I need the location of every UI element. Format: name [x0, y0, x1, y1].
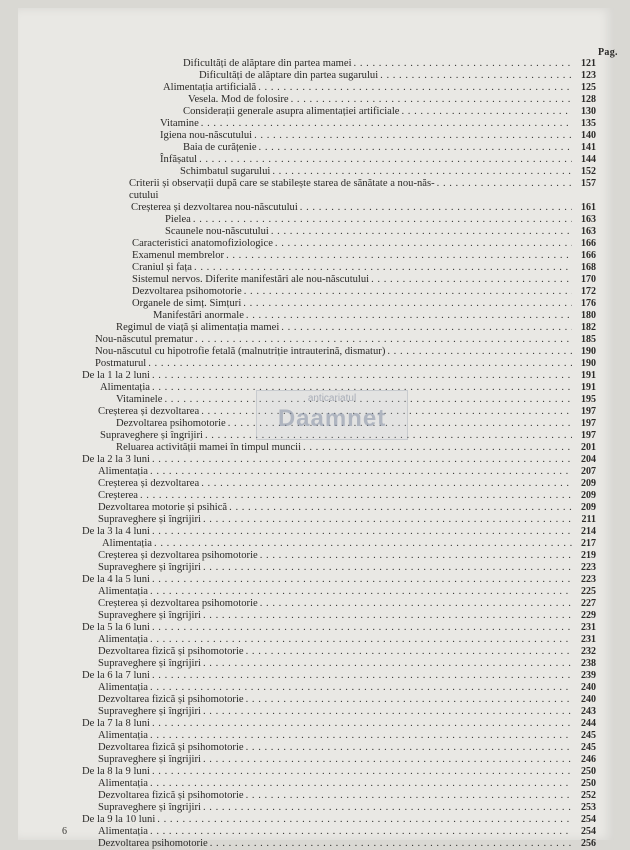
- toc-entry-title: De la 7 la 8 luni: [82, 718, 150, 729]
- toc-entry-title: Alimentația: [98, 466, 149, 477]
- toc-entry-title: Considerații generale asupra alimentației artificiale: [183, 106, 400, 117]
- toc-entry: [98, 730, 596, 742]
- toc-entry-title: cutului: [129, 190, 159, 201]
- toc-entry-title: Dificultăți de alăptare din partea mamei: [183, 58, 352, 69]
- page-column-header: Pag.: [598, 47, 618, 58]
- toc-entry-title: Supraveghere și îngrijiri: [98, 514, 201, 525]
- leader-dots: [203, 514, 572, 526]
- leader-dots: [150, 634, 572, 646]
- leader-dots: [148, 358, 572, 370]
- leader-dots: [152, 766, 572, 778]
- leader-dots: [229, 502, 572, 514]
- toc-entry-page: 229: [581, 610, 596, 621]
- toc-entry: [98, 562, 596, 574]
- toc-entry: [98, 802, 596, 814]
- leader-dots: [154, 538, 572, 550]
- leader-dots: [203, 802, 572, 814]
- toc-entry: [183, 106, 596, 118]
- toc-entry: [160, 154, 596, 166]
- leader-dots: [281, 322, 572, 334]
- toc-entry: [132, 298, 596, 310]
- toc-entry: [98, 490, 596, 502]
- leader-dots: [246, 646, 572, 658]
- leader-dots: [195, 334, 572, 346]
- toc-entry-title: De la 2 la 3 luni: [82, 454, 150, 465]
- toc-entry-title: Supraveghere și îngrijiri: [100, 430, 203, 441]
- toc-entry-title: Alimentația: [98, 586, 149, 597]
- leader-dots: [203, 658, 572, 670]
- toc-entry-title: De la 9 la 10 luni: [82, 814, 156, 825]
- toc-entry: [129, 190, 596, 202]
- toc-entry: [183, 142, 596, 154]
- toc-entry: [95, 334, 596, 346]
- toc-entry: [180, 166, 596, 178]
- leader-dots: [193, 214, 572, 226]
- toc-entry: [98, 682, 596, 694]
- leader-dots: [157, 814, 572, 826]
- toc-entry-title: Alimentația: [98, 778, 149, 789]
- leader-dots: [246, 310, 572, 322]
- toc-entry-page: 166: [581, 238, 596, 249]
- toc-entry: [98, 634, 596, 646]
- toc-entry: [98, 550, 596, 562]
- toc-entry-title: De la 6 la 7 luni: [82, 670, 150, 681]
- toc-entry-page: 252: [581, 790, 596, 801]
- toc-entry-title: Schimbatul sugarului: [180, 166, 271, 177]
- toc-entry: [132, 286, 596, 298]
- toc-entry: [188, 94, 596, 106]
- toc-entry-title: Alimentația: [98, 730, 149, 741]
- leader-dots: [199, 154, 572, 166]
- toc-entry-title: Nou-născutul cu hipotrofie fetală (malnutriție intrauterină, dismatur): [95, 346, 386, 357]
- toc-entry: [82, 670, 596, 682]
- toc-entry-title: Creșterea: [98, 490, 138, 501]
- toc-entry-title: Supraveghere și îngrijiri: [98, 562, 201, 573]
- toc-entry: [82, 766, 596, 778]
- toc-entry-title: Vitamine: [160, 118, 199, 129]
- toc-entry: [199, 70, 596, 82]
- toc-entry: [98, 694, 596, 706]
- toc-entry-page: 195: [581, 394, 596, 405]
- toc-entry-page: 240: [581, 694, 596, 705]
- toc-entry-title: Baia de curățenie: [183, 142, 257, 153]
- toc-entry-page: 209: [581, 502, 596, 513]
- toc-entry-title: Înfășatul: [160, 154, 198, 165]
- toc-entry: [131, 202, 596, 214]
- toc-entry-page: 238: [581, 658, 596, 669]
- leader-dots: [152, 718, 572, 730]
- toc-entry-title: De la 3 la 4 luni: [82, 526, 150, 537]
- toc-entry-title: Vesela. Mod de folosire: [188, 94, 289, 105]
- leader-dots: [275, 238, 572, 250]
- toc-entry-page: 243: [581, 706, 596, 717]
- leader-dots: [246, 694, 572, 706]
- toc-entry-title: Dezvoltarea fizică și psihomotorie: [98, 790, 244, 801]
- leader-dots: [201, 478, 572, 490]
- leader-dots: [259, 142, 572, 154]
- toc-entry-page: 250: [581, 778, 596, 789]
- toc-entry: [163, 82, 596, 94]
- toc-entry: [82, 622, 596, 634]
- toc-entry: [160, 130, 596, 142]
- toc-entry: [98, 478, 596, 490]
- toc-entry-title: Nou-născutul prematur: [95, 334, 193, 345]
- toc-entry-page: 170: [581, 274, 596, 285]
- leader-dots: [201, 118, 572, 130]
- toc-entry-page: 207: [581, 466, 596, 477]
- toc-entry-page: 227: [581, 598, 596, 609]
- toc-entry-title: Dezvoltarea fizică și psihomotorie: [98, 742, 244, 753]
- toc-entry-title: Creșterea și dezvoltarea nou-născutului: [131, 202, 298, 213]
- toc-entry-page: 256: [581, 838, 596, 849]
- toc-entry: [98, 658, 596, 670]
- toc-entry-page: 176: [581, 298, 596, 309]
- toc-entry-page: 219: [581, 550, 596, 561]
- toc-entry: [132, 250, 596, 262]
- toc-entry-page: 130: [581, 106, 596, 117]
- toc-entry-page: 214: [581, 526, 596, 537]
- leader-dots: [150, 778, 572, 790]
- toc-entry-page: 211: [581, 514, 596, 525]
- leader-dots: [272, 166, 572, 178]
- toc-entry-title: Alimentația: [98, 682, 149, 693]
- toc-entry-title: Vitaminele: [116, 394, 163, 405]
- toc-entry-page: 209: [581, 478, 596, 489]
- toc-entry-title: Supraveghere și îngrijiri: [98, 754, 201, 765]
- toc-entry-title: Supraveghere și îngrijiri: [98, 706, 201, 717]
- toc-entry-page: 123: [581, 70, 596, 81]
- toc-entry: [82, 454, 596, 466]
- watermark-logo-text: Daamnet: [277, 405, 387, 432]
- toc-entry-page: 141: [581, 142, 596, 153]
- toc-entry-page: 223: [581, 562, 596, 573]
- toc-entry-page: 161: [581, 202, 596, 213]
- toc-entry-title: Alimentația artificială: [163, 82, 257, 93]
- toc-entry-title: Sistemul nervos. Diferite manifestări ale nou-născutului: [132, 274, 370, 285]
- toc-entry-page: 225: [581, 586, 596, 597]
- toc-entry-title: Dezvoltarea motorie și psihică: [98, 502, 228, 513]
- toc-entry-title: Dificultăți de alăptare din partea sugarului: [199, 70, 379, 81]
- leader-dots: [150, 826, 572, 838]
- leader-dots: [437, 178, 572, 190]
- toc-entry-page: 190: [581, 346, 596, 357]
- leader-dots: [387, 346, 572, 358]
- toc-entry-title: Postmaturul: [95, 358, 147, 369]
- toc-entry-page: 135: [581, 118, 596, 129]
- leader-dots: [226, 250, 572, 262]
- toc-entry-page: 157: [581, 178, 596, 189]
- toc-entry-page: 191: [581, 370, 596, 381]
- toc-entry: [82, 718, 596, 730]
- leader-dots: [243, 298, 572, 310]
- toc-entry-page: 217: [581, 538, 596, 549]
- leader-dots: [258, 82, 572, 94]
- leader-dots: [150, 466, 572, 478]
- toc-entry-page: 180: [581, 310, 596, 321]
- toc-entry-title: Alimentația: [98, 634, 149, 645]
- leader-dots: [246, 790, 572, 802]
- leader-dots: [401, 106, 572, 118]
- book-page: [18, 8, 618, 849]
- toc-entry: [82, 526, 596, 538]
- toc-entry: [82, 814, 596, 826]
- toc-entry-page: 190: [581, 358, 596, 369]
- page-number-mark: 6: [62, 826, 67, 837]
- toc-entry: [82, 370, 596, 382]
- toc-entry-page: 121: [581, 58, 596, 69]
- leader-dots: [203, 754, 572, 766]
- toc-entry: [183, 58, 596, 70]
- leader-dots: [244, 286, 572, 298]
- leader-dots: [203, 562, 572, 574]
- leader-dots: [152, 370, 572, 382]
- leader-dots: [140, 490, 572, 502]
- toc-entry-page: 244: [581, 718, 596, 729]
- toc-entry-title: Examenul membrelor: [132, 250, 225, 261]
- toc-entry-title: Alimentația: [98, 826, 149, 837]
- toc-entry-title: Creșterea și dezvoltarea psihomotorie: [98, 598, 258, 609]
- toc-entry: [98, 742, 596, 754]
- toc-entry-page: 245: [581, 730, 596, 741]
- leader-dots: [150, 730, 572, 742]
- toc-entry-title: Alimentația: [102, 538, 153, 549]
- toc-entry-page: 240: [581, 682, 596, 693]
- leader-dots: [271, 226, 572, 238]
- toc-entry-title: De la 1 la 2 luni: [82, 370, 150, 381]
- toc-entry-page: 254: [581, 814, 596, 825]
- toc-entry-page: 185: [581, 334, 596, 345]
- toc-entry-page: 231: [581, 634, 596, 645]
- toc-entry-page: 245: [581, 742, 596, 753]
- watermark: [256, 390, 408, 440]
- toc-entry-page: 144: [581, 154, 596, 165]
- leader-dots: [291, 94, 572, 106]
- toc-entry-title: Supraveghere și îngrijiri: [98, 802, 201, 813]
- toc-entry-title: Supraveghere și îngrijiri: [98, 610, 201, 621]
- toc-entry-page: 128: [581, 94, 596, 105]
- leader-dots: [203, 610, 572, 622]
- toc-entry-page: 197: [581, 418, 596, 429]
- toc-entry: [102, 538, 596, 550]
- leader-dots: [354, 58, 572, 70]
- toc-entry-page: 168: [581, 262, 596, 273]
- toc-entry-title: De la 5 la 6 luni: [82, 622, 150, 633]
- toc-entry-title: Creșterea și dezvoltarea psihomotorie: [98, 550, 258, 561]
- toc-entry: [98, 502, 596, 514]
- leader-dots: [152, 670, 572, 682]
- leader-dots: [303, 442, 572, 454]
- leader-dots: [152, 454, 572, 466]
- toc-entry: [132, 262, 596, 274]
- toc-entry: [98, 610, 596, 622]
- toc-entry-title: Scaunele nou-născutului: [165, 226, 269, 237]
- toc-entry: [132, 238, 596, 250]
- leader-dots: [300, 202, 572, 214]
- toc-entry: [98, 706, 596, 718]
- leader-dots: [150, 586, 572, 598]
- toc-entry: [116, 442, 596, 454]
- toc-entry: [98, 826, 596, 838]
- toc-entry: [98, 514, 596, 526]
- leader-dots: [371, 274, 572, 286]
- leader-dots: [246, 742, 572, 754]
- toc-entry-page: 163: [581, 214, 596, 225]
- toc-entry: [98, 598, 596, 610]
- toc-entry-page: 166: [581, 250, 596, 261]
- toc-entry: [82, 574, 596, 586]
- toc-entry-page: 250: [581, 766, 596, 777]
- toc-entry-title: Organele de simț. Simțuri: [132, 298, 242, 309]
- toc-entry: [95, 358, 596, 370]
- toc-entry-page: 231: [581, 622, 596, 633]
- toc-entry-page: 201: [581, 442, 596, 453]
- leader-dots: [194, 262, 572, 274]
- toc-entry-title: Creșterea și dezvoltarea: [98, 406, 200, 417]
- toc-entry-title: Supraveghere și îngrijiri: [98, 658, 201, 669]
- toc-entry-page: 204: [581, 454, 596, 465]
- toc-entry-page: 223: [581, 574, 596, 585]
- toc-entry-title: Craniul și fața: [132, 262, 193, 273]
- toc-entry-title: Dezvoltarea psihomotorie: [132, 286, 242, 297]
- toc-entry-page: 246: [581, 754, 596, 765]
- leader-dots: [150, 682, 572, 694]
- toc-entry-page: 253: [581, 802, 596, 813]
- toc-entry-page: 209: [581, 490, 596, 501]
- toc-entry-title: Dezvoltarea fizică și psihomotorie: [98, 694, 244, 705]
- toc-entry-title: Manifestări anormale: [153, 310, 244, 321]
- toc-entry-title: Creșterea și dezvoltarea: [98, 478, 200, 489]
- toc-entry-title: Caracteristici anatomofiziologice: [132, 238, 273, 249]
- toc-entry-page: 163: [581, 226, 596, 237]
- toc-entry: [116, 322, 596, 334]
- toc-entry: [165, 214, 596, 226]
- leader-dots: [260, 598, 572, 610]
- toc-entry: [132, 274, 596, 286]
- leader-dots: [380, 70, 572, 82]
- toc-entry-title: Reluarea activității mamei în timpul muncii: [116, 442, 302, 453]
- toc-entry-title: Alimentația: [100, 382, 151, 393]
- leader-dots: [152, 622, 572, 634]
- toc-entry-title: De la 8 la 9 luni: [82, 766, 150, 777]
- leader-dots: [254, 130, 572, 142]
- toc-entry-page: 140: [581, 130, 596, 141]
- toc-entry-page: 125: [581, 82, 596, 93]
- toc-entry-page: 182: [581, 322, 596, 333]
- toc-entry-page: 172: [581, 286, 596, 297]
- watermark-small-text: anticariatul: [307, 393, 357, 404]
- toc-entry-page: 197: [581, 430, 596, 441]
- toc-entry-page: 152: [581, 166, 596, 177]
- leader-dots: [203, 706, 572, 718]
- leader-dots: [260, 550, 572, 562]
- toc-entry: [165, 226, 596, 238]
- toc-entry: [98, 646, 596, 658]
- toc-entry: [98, 466, 596, 478]
- toc-entry: [98, 754, 596, 766]
- toc-entry: [98, 790, 596, 802]
- leader-dots: [152, 574, 572, 586]
- toc-entry-page: 197: [581, 406, 596, 417]
- toc-entry-title: Regimul de viață și alimentația mamei: [116, 322, 280, 333]
- toc-entry: [98, 778, 596, 790]
- toc-entry-page: 254: [581, 826, 596, 837]
- toc-entry-title: Dezvoltarea fizică și psihomotorie: [98, 646, 244, 657]
- toc-entry-page: 191: [581, 382, 596, 393]
- toc-entry-title: Criterii și observații după care se stabilește starea de sănătate a nou-năs-: [129, 178, 435, 189]
- toc-entry: [95, 346, 596, 358]
- toc-entry: [160, 118, 596, 130]
- toc-entry-title: Igiena nou-născutului: [160, 130, 253, 141]
- toc-entry-title: Dezvoltarea psihomotorie: [116, 418, 226, 429]
- toc-entry-title: Pielea: [165, 214, 191, 225]
- toc-entry: [153, 310, 596, 322]
- toc-entry-page: 232: [581, 646, 596, 657]
- toc-entry: [129, 178, 596, 190]
- toc-entry-page: 239: [581, 670, 596, 681]
- leader-dots: [152, 526, 572, 538]
- toc-entry-title: Dezvoltarea psihomotorie: [98, 838, 208, 849]
- toc-entry: [98, 586, 596, 598]
- toc-entry-title: De la 4 la 5 luni: [82, 574, 150, 585]
